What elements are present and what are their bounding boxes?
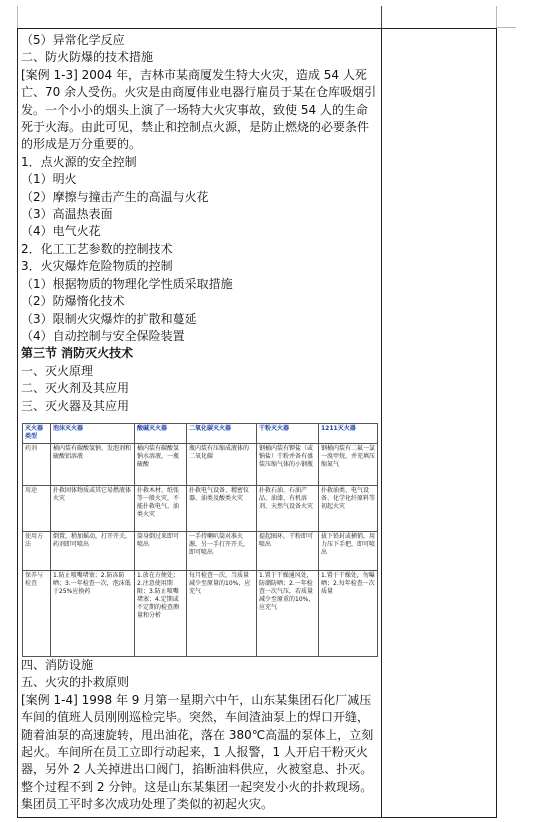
- table-cell: 瓶内装有压缩成液体的二氧化碳: [187, 444, 257, 486]
- table-cell: 1.放在方便处；2.注意使用期限；3.防止喷嘴堵塞；4.定期或不定期的检查测量和分析: [135, 571, 187, 657]
- paragraph-line: 一、灭火原理: [21, 363, 94, 378]
- table-cell: 1.置于干燥通风处，防潮防晒；2.一年检查一次气压，若质量减少至原重的10%，应充气: [257, 571, 319, 657]
- crop-mark-top-right-h: [496, 27, 516, 28]
- table-header-row: [23, 424, 378, 444]
- heading-line: 二、防火防爆的技术措施: [21, 50, 154, 65]
- table-cell: 保养与检查: [23, 571, 51, 657]
- table-cell: 扑救电气设备、精密仪器、油类及酸类火灾: [187, 486, 257, 532]
- table-cell: 倒置，稍加摇动，打开开关，药剂即可喷出: [51, 532, 135, 571]
- table-header-cell: 干粉灭火器: [257, 424, 319, 444]
- right-column-divider: [381, 28, 382, 818]
- paragraph-line: （3）限制火灾爆炸的扩散和蔓延: [21, 311, 197, 326]
- paragraph-line: 三、灭火器及其应用: [21, 398, 130, 413]
- table-header-cell: 酸碱灭火器: [135, 424, 187, 444]
- table-cell: 拔下铅封或横销，用力压下手把，即可喷出: [319, 532, 378, 571]
- paragraph-line: （1）明火: [21, 172, 77, 187]
- document-body: [21, 32, 378, 415]
- table-cell: 扑救油类、电气设备、化学化纤原料等初起火灾: [319, 486, 378, 532]
- table-row: [23, 486, 378, 532]
- table-row: [23, 532, 378, 571]
- paragraph-line: 3．火灾爆炸危险物质的控制: [21, 259, 173, 274]
- document-body-lower: [21, 657, 378, 814]
- table-header-cell: 二氧化碳灭火器: [187, 424, 257, 444]
- table-header-cell: 1211灭火器: [319, 424, 378, 444]
- table-header-cell: 灭火器类型: [23, 424, 51, 444]
- crop-mark-top-right-v: [496, 6, 497, 28]
- paragraph-line: （4）电气火花: [21, 224, 101, 239]
- table-cell: 用途: [23, 486, 51, 532]
- paragraph-line: 二、灭火剂及其应用: [21, 381, 130, 396]
- table-cell: 扑救石油、石油产品、油漆、有机溶剂、天然气设备火灾: [257, 486, 319, 532]
- table-cell: 1.置于干燥处，勿曝晒；2.每年检查一次质量: [319, 571, 378, 657]
- paragraph-line: （2）摩擦与撞击产生的高温与火花: [21, 189, 209, 204]
- table-row: [23, 571, 378, 657]
- table-header-cell: 泡沫灭火器: [51, 424, 135, 444]
- crop-mark-top-left-v: [17, 6, 18, 28]
- paragraph-line: （5）异常化学反应: [21, 33, 125, 47]
- table-cell: 提起圈环，干粉即可喷出: [257, 532, 319, 571]
- paragraph-line: 2．化工工艺参数的控制技术: [21, 241, 173, 256]
- table-cell: 药剂: [23, 444, 51, 486]
- table-row: [23, 444, 378, 486]
- extinguisher-table: [22, 423, 378, 657]
- table-cell: 钢桶内装有钾盐（或钠盐）干粉并备有盛装压缩气体的小钢瓶: [257, 444, 319, 486]
- table-cell: 扑救固体物质或其它易燃液体火灾: [51, 486, 135, 532]
- paragraph-line: （1）根据物质的物理化学性质采取措施: [21, 276, 233, 291]
- table-cell: 筒身倒过来即可喷出: [135, 532, 187, 571]
- paragraph-line: 四、消防设施: [21, 658, 94, 672]
- table-cell: 桶内装有碳酸氢钠、发泡剂和硫酸铝溶液: [51, 444, 135, 486]
- section-title: 第三节 消防灭火技术: [21, 346, 134, 361]
- table-cell: 扑救木材、纸张等一般火灾，不能扑救电气、油类火灾: [135, 486, 187, 532]
- case-1-3-paragraph: [案例 1-3] 2004 年，吉林市某商厦发生特大火灾，造成 54 人死亡、70 余人受伤。火灾是由商厦伟业电器行雇员于某在仓库吸烟引发。一个小小的烟头上演了一场特大火灾事故，致使 54 人的生命死于火海。由此可见，禁止和控制点火源，是防止燃烧的必要条件的形成是万分重要的。: [21, 67, 377, 152]
- paragraph-line: （3）高温热表面: [21, 207, 113, 222]
- table-cell: 一手持喇叭筒对准火源，另一手打开开关，即可喷出: [187, 532, 257, 571]
- table-cell: 1.防止喷嘴堵塞；2.防冻防晒；3.一年检查一次，泡沫低于25%应换药: [51, 571, 135, 657]
- paragraph-line: （2）防爆惰化技术: [21, 294, 125, 309]
- table-cell: 每月检查一次，当质量减少至原量的10%，应充气: [187, 571, 257, 657]
- paragraph-line: 1．点火源的安全控制: [21, 154, 137, 169]
- paragraph-line: 五、火灾的扑救原则: [21, 675, 130, 690]
- table-cell: 使用方法: [23, 532, 51, 571]
- column-guide-top: [381, 6, 382, 28]
- table-cell: 钢桶内装有二氟一氯一溴甲烷，并充填压缩氮气: [319, 444, 378, 486]
- case-1-4-paragraph: [案例 1-4] 1998 年 9 月第一星期六中午，山东某集团石化厂减压车间的值班人员刚刚巡检完毕。突然，车间渣油泵上的焊口开缝，随着油泵的高速旋转，甩出油花，落在 380℃高温的泵体上，立刻起火。车间所在员工立即行动起来，1 人报警，1 人开启干粉灭火器，另外 2 人关掉进出口阀门，掐断油料供应，火被窒息、扑灭。整个过程不到 2 分钟。这是山东某集团一起突发小火的扑救现场。集团员工平时多次成功处理了类似的初起火灾。: [21, 692, 374, 812]
- table-cell: 桶内装有碳酸氢钠水溶液，一瓶硫酸: [135, 444, 187, 486]
- paragraph-line: （4）自动控制与安全保险装置: [21, 328, 185, 343]
